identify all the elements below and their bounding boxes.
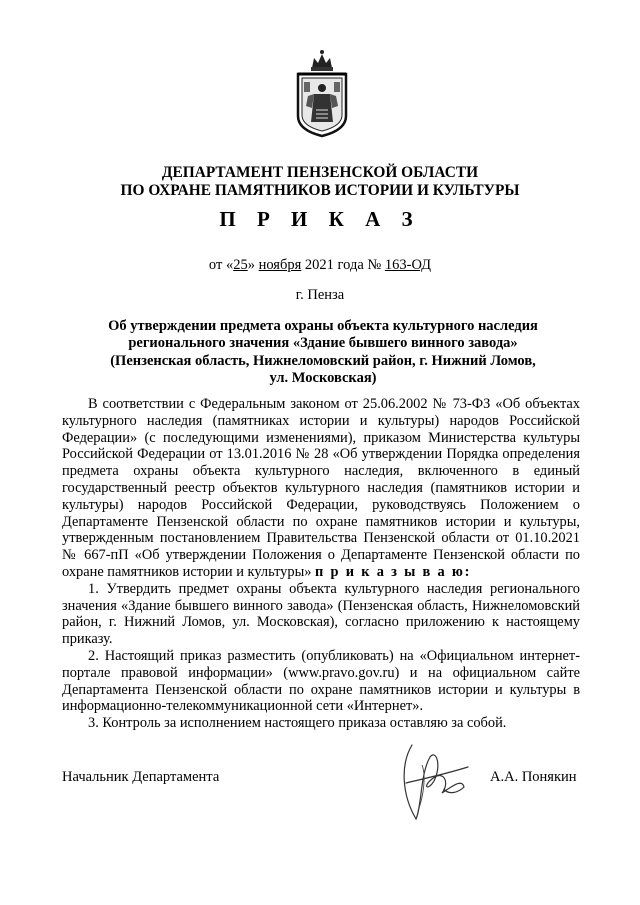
order-subject [100, 318, 546, 388]
item-2: 2. Настоящий приказ разместить (опубликовать) на «Официальном интернет-портале правовой информации» (www.pravo.gov.ru) и на официальном сайте Департамента Пензенской области по охране памятников истории и культуры в информационно-телекоммуникационной сети «Интернет». [62, 647, 580, 715]
signer-name: А.А. Понякин [490, 769, 577, 785]
subject-line-2: регионального значения «Здание бывшего винного завода» [128, 335, 518, 352]
order-title: П Р И К А З [219, 207, 421, 231]
city: г. Пенза [295, 287, 345, 303]
preamble-paragraph [62, 396, 580, 581]
date-day: 25 [233, 257, 248, 273]
department-line-1: ДЕПАРТАМЕНТ ПЕНЗЕНСКОЙ ОБЛАСТИ [161, 164, 479, 181]
date-year: 2021 года № [301, 257, 385, 273]
subject-line-4: ул. Московская) [269, 370, 377, 387]
decree-word: п р и к а з ы в а ю: [315, 563, 472, 580]
date-month: ноября [258, 257, 302, 273]
coat-of-arms-emblem [290, 48, 354, 138]
subject-line-1: Об утверждении предмета охраны объекта культурного наследия [108, 318, 538, 334]
item-1: 1. Утвердить предмет охраны объекта культурного наследия регионального значения «Здание бывшего винного завода» (Пензенская область, Нижнеломовский район, г. Нижний Ломов, ул. Московская), согласно приложению к настоящему приказу. [62, 580, 580, 648]
signer-role: Начальник Департамента [62, 769, 220, 785]
order-body [62, 396, 580, 732]
order-number: 163-ОД [384, 257, 432, 273]
handwritten-signature [392, 735, 478, 827]
department-header [0, 164, 640, 200]
order-date-line [0, 257, 640, 274]
date-prefix: от « [208, 257, 234, 273]
date-sep: » [247, 257, 259, 273]
subject-line-3: (Пензенская область, Нижнеломовский район, г. Нижний Ломов, [110, 352, 536, 369]
department-line-2: ПО ОХРАНЕ ПАМЯТНИКОВ ИСТОРИИ И КУЛЬТУРЫ [120, 182, 520, 199]
preamble-text: В соответствии с Федеральным законом от 25.06.2002 № 73-ФЗ «Об объектах культурного наследия (памятниках истории и культуры) народов Российской Федерации» (с последующими изменениями), приказом Министерства культуры Российской Федерации от 13.01.2016 № 28 «Об утверждении Порядка определения предмета охраны объекта культурного наследия, включенного в единый государственный реестр объектов культурного наследия (памятников истории и культуры) народов Российской Федерации, руководствуясь Положением о Департаменте Пензенской области по охране памятников истории и культуры, утвержденным постановлением Правительства Пензенской области от 01.10.2021 № 667-пП «Об утверждении Положения о Департаменте Пензенской области по охране памятников истории и культуры» [62, 396, 580, 580]
item-3: 3. Контроль за исполнением настоящего приказа оставляю за собой. [88, 715, 507, 732]
